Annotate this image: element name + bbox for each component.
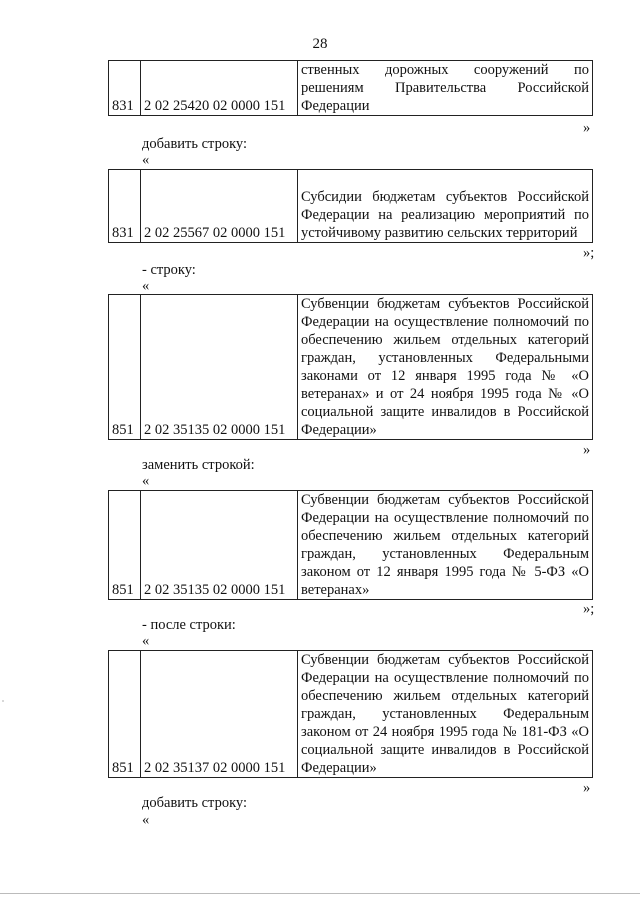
- budget-table-row: [108, 169, 593, 243]
- admin-code-cell: 831: [109, 170, 141, 243]
- description-text: Субвенции бюджетам субъектов Российской Федерации на осуществление полномочий по обеспечению жильем отдельных категорий граждан, установленных Федеральными законами от 12 января 1995 года № «О ветеранах» и от 24 ноября 1995 года № «О социальной защите инвалидов в Российской Федерации»: [301, 296, 589, 438]
- description-cell: [298, 491, 593, 600]
- opening-quote: «: [142, 278, 150, 294]
- admin-code-cell: 851: [109, 491, 141, 600]
- opening-quote: «: [142, 152, 150, 168]
- instruction-text: добавить строку:: [142, 795, 247, 811]
- budget-table-row: [108, 60, 593, 116]
- admin-code-cell: 851: [109, 295, 141, 440]
- budget-table-row: [108, 294, 593, 440]
- description-text: ственных дорожных сооружений по решениям Правительства Российской Федерации: [301, 62, 589, 114]
- instruction-text: - строку:: [142, 262, 196, 278]
- description-text: Субсидии бюджетам субъектов Российской Федерации на реализацию мероприятий по устойчивому развитию сельских территорий: [301, 189, 589, 241]
- opening-quote: «: [142, 633, 150, 649]
- instruction-text: заменить строкой:: [142, 457, 255, 473]
- description-cell: [298, 61, 593, 116]
- description-cell: [298, 170, 593, 243]
- budget-table-row: [108, 650, 593, 778]
- kbk-code-cell: 2 02 35135 02 0000 151: [141, 295, 298, 440]
- opening-quote: «: [142, 812, 150, 828]
- admin-code-cell: 851: [109, 651, 141, 778]
- admin-code-cell: 831: [109, 61, 141, 116]
- page-number: 28: [312, 36, 328, 52]
- closing-quote: »: [583, 442, 591, 458]
- instruction-text: - после строки:: [142, 617, 236, 633]
- closing-quote: »;: [583, 245, 595, 261]
- scan-speck: [2, 700, 4, 702]
- kbk-code-cell: 2 02 25567 02 0000 151: [141, 170, 298, 243]
- kbk-code-cell: 2 02 35137 02 0000 151: [141, 651, 298, 778]
- closing-quote: »: [583, 780, 591, 796]
- closing-quote: »;: [583, 601, 595, 617]
- kbk-code-cell: 2 02 25420 02 0000 151: [141, 61, 298, 116]
- opening-quote: «: [142, 473, 150, 489]
- page-bottom-edge: [0, 893, 640, 894]
- kbk-code-cell: 2 02 35135 02 0000 151: [141, 491, 298, 600]
- description-cell: [298, 651, 593, 778]
- description-text: Субвенции бюджетам субъектов Российской Федерации на осуществление полномочий по обеспечению жильем отдельных категорий граждан, установленных Федеральным законом от 24 ноября 1995 года № 181-ФЗ «О социальной защите инвалидов в Российской Федерации»: [301, 652, 589, 776]
- closing-quote: »: [583, 120, 591, 136]
- budget-table-row: [108, 490, 593, 600]
- description-cell: [298, 295, 593, 440]
- instruction-text: добавить строку:: [142, 136, 247, 152]
- description-text: Субвенции бюджетам субъектов Российской Федерации на осуществление полномочий по обеспечению жильем отдельных категорий граждан, установленных Федеральным законом от 12 января 1995 года № 5-ФЗ «О ветеранах»: [301, 492, 589, 598]
